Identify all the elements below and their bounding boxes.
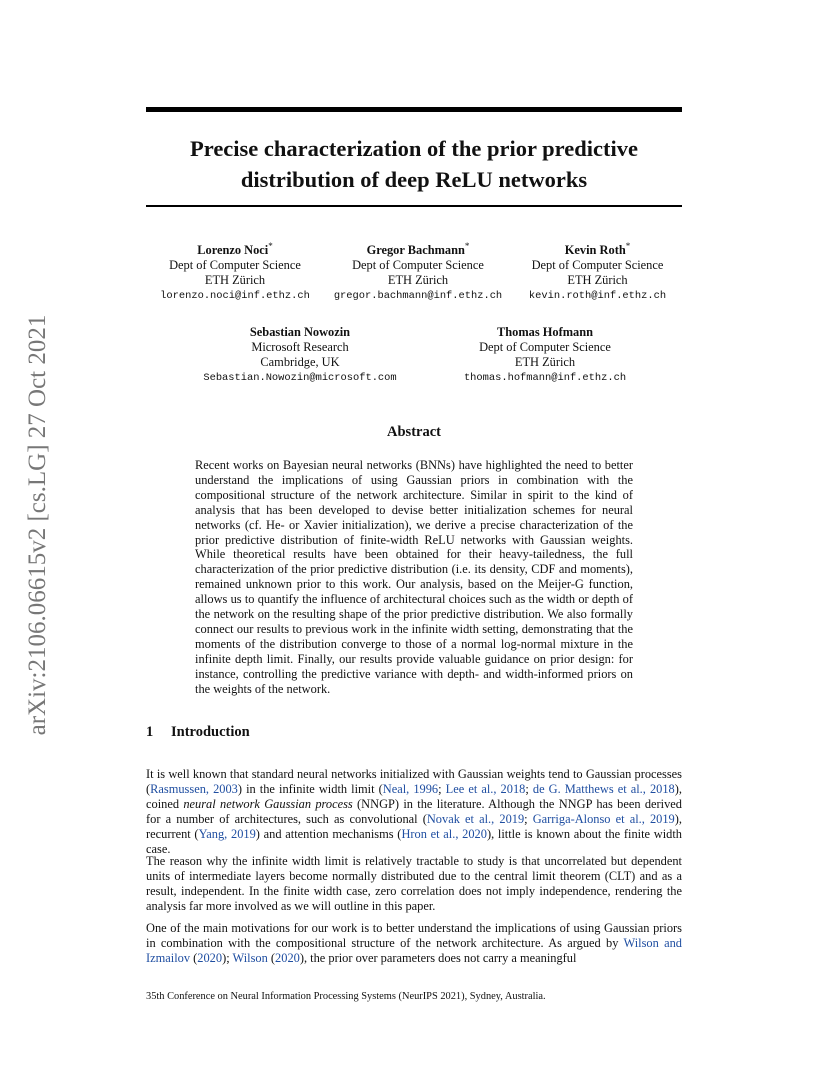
citation-link[interactable]: de G. Matthews et al., 2018 [532,781,675,796]
author-name: Gregor Bachmann [366,243,465,257]
paragraph-text: ; [524,811,533,826]
author-affiliation: Dept of Computer Science [531,258,664,272]
author-location: ETH Zürich [514,355,576,369]
author-affiliation: Dept of Computer Science [352,258,484,272]
title-line-2: distribution of deep ReLU networks [240,167,588,192]
author-location: Cambridge, UK [260,355,340,369]
citation-link[interactable]: Neal, 1996 [382,781,439,796]
author-location: ETH Zürich [567,273,628,287]
author-email[interactable]: Sebastian.Nowozin@microsoft.com [203,372,397,384]
paragraph-text: ), little is known about the finite width case. [146,826,683,856]
author-email[interactable]: kevin.roth@inf.ethz.ch [528,290,667,302]
author-email[interactable]: thomas.hofmann@inf.ethz.ch [463,372,627,384]
author-affiliation: Dept of Computer Science [479,340,611,354]
title-line-1: Precise characterization of the prior predictive [190,136,638,161]
paragraph-text: (NNGP) in the literature. Although the NNGP has been derived for a number of architectures, such as convolutional ( [146,796,682,826]
arxiv-identifier: arXiv:2106.06615v2 [cs.LG] 27 Oct 2021 [24,314,51,736]
citation-link[interactable]: Garriga-Alonso et al., 2019 [532,811,675,826]
citation-link[interactable]: Hron et al., 2020 [401,826,487,841]
paragraph-text: It is well known that standard neural networks initialized with Gaussian weights tend to Gaussian processes ( [146,767,682,796]
paragraph-text: ; [438,781,446,796]
paragraph-text: ( [267,950,276,965]
citation-link[interactable]: Lee et al., 2018 [445,781,526,796]
section-title: Introduction [171,724,250,740]
author-location: ETH Zürich [387,273,449,287]
author-name: Sebastian Nowozin [249,325,351,339]
paragraph-text: ) and attention mechanisms ( [255,826,402,841]
title-bottom-rule [146,205,682,207]
citation-link[interactable]: 2020 [197,950,223,965]
author-name: Lorenzo Noci [197,243,269,257]
author-block-4 [190,325,410,386]
emphasized-term: neural network Gaussian process [183,796,353,811]
abstract-heading: Abstract [387,424,441,440]
section-number: 1 [146,724,154,740]
equal-contribution-mark: * [625,240,631,251]
author-block-5 [445,325,645,386]
author-affiliation: Microsoft Research [251,340,349,354]
conference-footnote: 35th Conference on Neural Information Processing Systems (NeurIPS 2021), Sydney, Australia. [146,991,546,1002]
paper-title [146,133,682,195]
paragraph-text: ; [525,781,533,796]
equal-contribution-mark: * [464,240,470,251]
abstract-text: Recent works on Bayesian neural networks (BNNs) have highlighted the need to better understand the implications of using Gaussian priors in combination with the compositional structure of the network architecture. Similar in spirit to the kind of analysis that has been developed to devise better initialization schemes for neural networks (cf. He- or Xavier initialization), we derive a precise characterization of the prior predictive distribution of finite-width ReLU networks with Gaussian weights. While theoretical results have been obtained for their heavy-tailedness, the full characterization of the prior predictive distribution (i.e. its density, CDF and moments), remained unknown prior to this work. Our analysis, based on the Meijer-G function, allows us to quantify the influence of architectural choices such as the width or depth of the network on the resulting shape of the prior predictive distribution. We also formally connect our results to previous work in the infinite width setting, demonstrating that the moments of the distribution converge to those of a normal log-normal mixture in the infinite depth limit. Finally, our results provide valuable guidance on prior design: for instance, controlling the predictive variance with depth- and width-informed priors on the weights of the network. [195,458,633,696]
author-block-2 [318,240,518,304]
paragraph-text: ), coined [146,781,682,811]
paragraph-text: ); [222,950,233,965]
title-top-rule [146,107,682,112]
citation-link[interactable]: Wilson and Izmailov [146,935,682,965]
author-name: Thomas Hofmann [496,325,594,339]
author-email[interactable]: gregor.bachmann@inf.ethz.ch [333,290,503,302]
author-affiliation: Dept of Computer Science [169,258,301,272]
citation-link[interactable]: Novak et al., 2019 [426,811,525,826]
paragraph-text: ), recurrent ( [146,811,682,841]
citation-link[interactable]: Yang, 2019 [198,826,256,841]
equal-contribution-mark: * [268,240,273,251]
section-heading [146,724,250,741]
citation-link[interactable]: Wilson [232,950,268,965]
intro-paragraph-2: The reason why the infinite width limit is relatively tractable to study is that uncorrelated but dependent units of intermediate layers become normally distributed due to the central limit theorem (CLT) and as a result, independent. In the finite width case, zero correlation does not imply independence, rendering the analysis far more involved as we will outline in this paper. [146,854,682,913]
author-block-3 [515,240,680,304]
citation-link[interactable]: 2020 [275,950,300,965]
intro-paragraph-3 [146,921,682,966]
author-email[interactable]: lorenzo.noci@inf.ethz.ch [160,290,310,302]
intro-paragraph-1 [146,767,682,856]
paragraph-text: ), the prior over parameters does not carry a meaningful [299,950,577,965]
paragraph-text: ) in the infinite width limit ( [237,781,383,796]
author-name: Kevin Roth [564,243,626,257]
paragraph-text: ( [190,950,198,965]
author-location: ETH Zürich [204,273,266,287]
citation-link[interactable]: Rasmussen, 2003 [150,781,238,796]
paragraph-text: One of the main motivations for our work is to better understand the implications of using Gaussian priors in combination with the compositional structure of the network architecture. As argued by [146,921,682,950]
author-block-1 [150,240,320,304]
